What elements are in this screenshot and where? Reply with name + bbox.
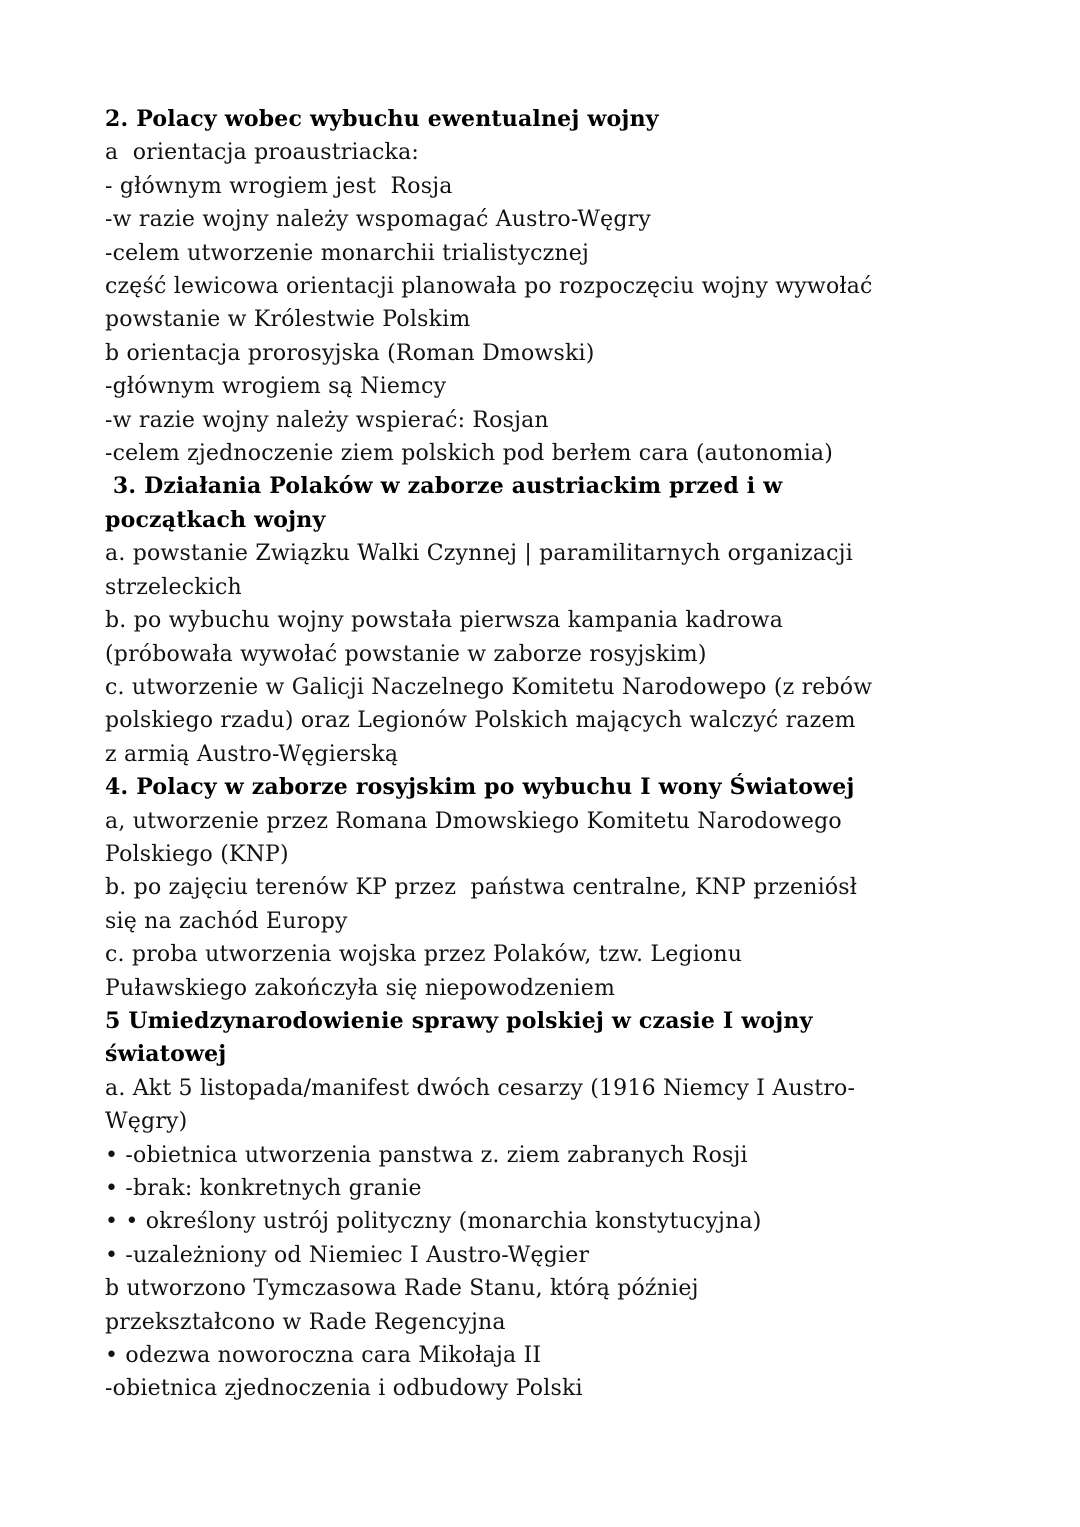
text-line: - głównym wrogiem jest Rosja xyxy=(105,173,453,199)
text-line: • -brak: konkretnych granie xyxy=(105,1176,422,1201)
text-line: a orientacja proaustriacka: xyxy=(105,140,420,166)
text-line: • • określony ustrój polityczny (monarchia konstytucyjna) xyxy=(105,1209,762,1235)
heading-line: początkach wojny xyxy=(105,506,326,533)
text-line: Węgry) xyxy=(105,1109,188,1135)
text-line: a. powstanie Związku Walki Czynnej | paramilitarnych organizacji xyxy=(105,541,853,567)
heading-line: 2. Polacy wobec wybuchu ewentualnej wojny xyxy=(105,106,659,132)
text-line: część lewicowa orientacji planowała po rozpoczęciu wojny wywołać xyxy=(105,274,873,300)
text-line: • -uzależniony od Niemiec I Austro-Węgier xyxy=(105,1242,590,1268)
text-line: c. proba utworzenia wojska przez Polaków, tzw. Legionu xyxy=(105,942,743,968)
text-line: b utworzono Tymczasowa Rade Stanu, którą później xyxy=(105,1276,699,1302)
text-line: b orientacja prorosyjska (Roman Dmowski) xyxy=(105,340,595,366)
document-content xyxy=(105,103,1020,1406)
text-line: -celem utworzenie monarchii trialistycznej xyxy=(105,240,590,266)
text-line: polskiego rzadu) oraz Legionów Polskich mających walczyć razem xyxy=(105,708,856,734)
heading-line: 5 Umiedzynarodowienie sprawy polskiej w czasie I wojny xyxy=(105,1007,813,1034)
text-line: strzeleckich xyxy=(105,574,242,600)
text-line: • -obietnica utworzenia panstwa z. ziem zabranych Rosji xyxy=(105,1142,748,1168)
text-line: przekształcono w Rade Regencyjna xyxy=(105,1309,506,1335)
text-line: z armią Austro-Węgierską xyxy=(105,741,399,767)
text-line: -celem zjednoczenie ziem polskich pod berłem cara (autonomia) xyxy=(105,441,834,467)
text-line: -w razie wojny należy wspierać: Rosjan xyxy=(105,407,549,433)
text-line: -głównym wrogiem są Niemcy xyxy=(105,374,447,400)
text-line: się na zachód Europy xyxy=(105,908,348,934)
text-line: (próbowała wywołać powstanie w zaborze rosyjskim) xyxy=(105,641,707,667)
text-line: b. po zajęciu terenów KP przez państwa centralne, KNP przeniósł xyxy=(105,875,858,901)
text-line: Polskiego (KNP) xyxy=(105,841,289,867)
text-line: Puławskiego zakończyła się niepowodzeniem xyxy=(105,975,616,1001)
text-line: b. po wybuchu wojny powstała pierwsza kampania kadrowa xyxy=(105,608,784,634)
text-line: powstanie w Królestwie Polskim xyxy=(105,307,471,333)
text-line: a. Akt 5 listopada/manifest dwóch cesarzy (1916 Niemcy I Austro- xyxy=(105,1075,856,1101)
text-line: -w razie wojny należy wspomagać Austro-Węgry xyxy=(105,207,651,233)
text-line: -obietnica zjednoczenia i odbudowy Polski xyxy=(105,1376,583,1402)
heading-line: 4. Polacy w zaborze rosyjskim po wybuchu I wony Światowej xyxy=(105,774,855,801)
heading-line: światowej xyxy=(105,1041,227,1068)
text-line: • odezwa noworoczna cara Mikołaja II xyxy=(105,1343,542,1369)
heading-line: 3. Działania Polaków w zaborze austriackim przed i w xyxy=(105,473,783,500)
text-line: a, utworzenie przez Romana Dmowskiego Komitetu Narodowego xyxy=(105,808,842,834)
text-line: c. utworzenie w Galicji Naczelnego Komitetu Narodowepo (z rebów xyxy=(105,674,873,700)
